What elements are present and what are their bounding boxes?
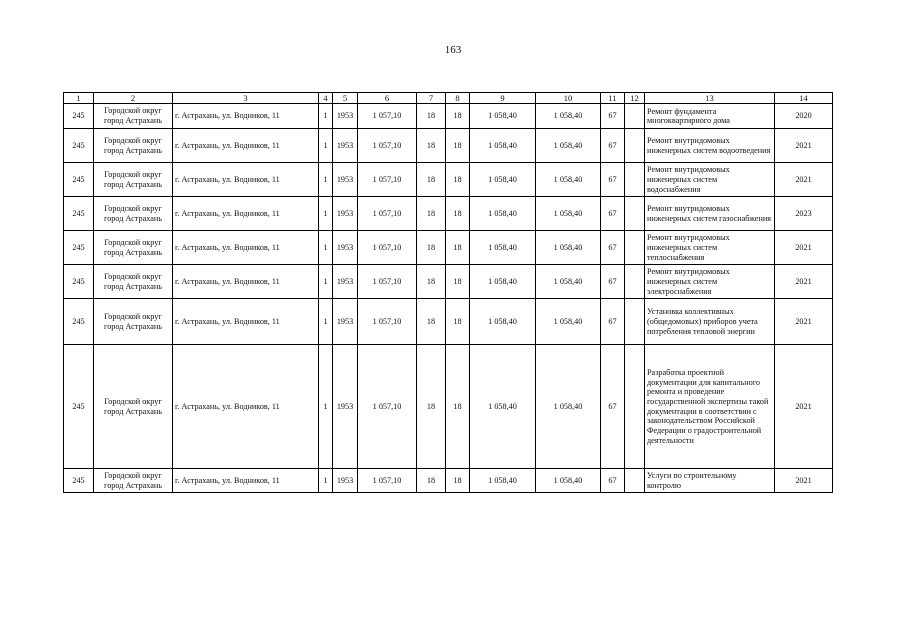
cell-c8: 18	[446, 345, 470, 469]
col-header: 3	[173, 93, 319, 104]
cell-year-built: 1953	[333, 163, 358, 197]
cell-c4: 1	[319, 197, 333, 231]
cell-c7: 18	[417, 345, 446, 469]
registry-table	[63, 92, 833, 493]
cell-c7: 18	[417, 104, 446, 129]
cell-c12	[625, 469, 645, 493]
cell-id: 245	[64, 129, 94, 163]
cell-c6: 1 057,10	[358, 231, 417, 265]
cell-c10: 1 058,40	[536, 299, 601, 345]
cell-c8: 18	[446, 265, 470, 299]
cell-c4: 1	[319, 345, 333, 469]
cell-work: Ремонт внутридомовых инженерных систем электроснабжения	[645, 265, 775, 299]
table-row	[64, 265, 833, 299]
cell-c11: 67	[601, 299, 625, 345]
cell-c6: 1 057,10	[358, 265, 417, 299]
cell-year: 2020	[775, 104, 833, 129]
cell-address: г. Астрахань, ул. Водников, 11	[173, 163, 319, 197]
cell-c4: 1	[319, 231, 333, 265]
cell-year-built: 1953	[333, 104, 358, 129]
cell-c6: 1 057,10	[358, 469, 417, 493]
cell-c6: 1 057,10	[358, 163, 417, 197]
cell-municipality: Городской округ город Астрахань	[94, 163, 173, 197]
cell-c10: 1 058,40	[536, 231, 601, 265]
cell-c12	[625, 299, 645, 345]
cell-id: 245	[64, 265, 94, 299]
cell-c8: 18	[446, 104, 470, 129]
cell-municipality: Городской округ город Астрахань	[94, 265, 173, 299]
cell-c12	[625, 265, 645, 299]
cell-c11: 67	[601, 163, 625, 197]
table-row	[64, 129, 833, 163]
cell-c11: 67	[601, 231, 625, 265]
cell-address: г. Астрахань, ул. Водников, 11	[173, 345, 319, 469]
cell-year: 2021	[775, 299, 833, 345]
cell-year-built: 1953	[333, 265, 358, 299]
cell-c12	[625, 197, 645, 231]
table-row	[64, 345, 833, 469]
cell-c12	[625, 104, 645, 129]
cell-c9: 1 058,40	[470, 231, 536, 265]
header-row	[64, 93, 833, 104]
cell-c6: 1 057,10	[358, 197, 417, 231]
cell-c4: 1	[319, 299, 333, 345]
cell-work: Ремонт внутридомовых инженерных систем водоснабжения	[645, 163, 775, 197]
cell-year: 2021	[775, 163, 833, 197]
table-row	[64, 231, 833, 265]
col-header: 4	[319, 93, 333, 104]
cell-municipality: Городской округ город Астрахань	[94, 197, 173, 231]
cell-year: 2021	[775, 265, 833, 299]
table-row	[64, 163, 833, 197]
cell-c6: 1 057,10	[358, 345, 417, 469]
cell-year: 2021	[775, 469, 833, 493]
cell-c10: 1 058,40	[536, 469, 601, 493]
cell-c10: 1 058,40	[536, 104, 601, 129]
cell-year: 2023	[775, 197, 833, 231]
cell-c9: 1 058,40	[470, 163, 536, 197]
cell-c10: 1 058,40	[536, 197, 601, 231]
cell-year-built: 1953	[333, 197, 358, 231]
cell-c9: 1 058,40	[470, 345, 536, 469]
cell-municipality: Городской округ город Астрахань	[94, 469, 173, 493]
cell-c8: 18	[446, 299, 470, 345]
col-header: 12	[625, 93, 645, 104]
cell-address: г. Астрахань, ул. Водников, 11	[173, 104, 319, 129]
cell-municipality: Городской округ город Астрахань	[94, 299, 173, 345]
col-header: 9	[470, 93, 536, 104]
cell-work: Разработка проектной документации для капитального ремонта и проведение государственной экспертизы такой документации в соответствии с законодательством Российской Федерации о градостроительной деятельности	[645, 345, 775, 469]
cell-year: 2021	[775, 231, 833, 265]
cell-c7: 18	[417, 129, 446, 163]
cell-address: г. Астрахань, ул. Водников, 11	[173, 129, 319, 163]
cell-year: 2021	[775, 345, 833, 469]
cell-c11: 67	[601, 129, 625, 163]
cell-municipality: Городской округ город Астрахань	[94, 104, 173, 129]
col-header: 7	[417, 93, 446, 104]
cell-c8: 18	[446, 163, 470, 197]
table-row	[64, 197, 833, 231]
cell-address: г. Астрахань, ул. Водников, 11	[173, 197, 319, 231]
cell-c11: 67	[601, 104, 625, 129]
cell-work: Ремонт фундамента многоквартирного дома	[645, 104, 775, 129]
cell-id: 245	[64, 197, 94, 231]
cell-c11: 67	[601, 469, 625, 493]
cell-id: 245	[64, 345, 94, 469]
cell-c4: 1	[319, 104, 333, 129]
cell-c4: 1	[319, 469, 333, 493]
cell-c9: 1 058,40	[470, 265, 536, 299]
cell-c12	[625, 163, 645, 197]
col-header: 8	[446, 93, 470, 104]
cell-year: 2021	[775, 129, 833, 163]
cell-work: Ремонт внутридомовых инженерных систем газоснабжения	[645, 197, 775, 231]
cell-c12	[625, 231, 645, 265]
cell-c10: 1 058,40	[536, 163, 601, 197]
table-row	[64, 299, 833, 345]
cell-year-built: 1953	[333, 129, 358, 163]
cell-work: Установка коллективных (общедомовых) приборов учета потребления тепловой энергии	[645, 299, 775, 345]
table-row	[64, 104, 833, 129]
cell-id: 245	[64, 231, 94, 265]
cell-id: 245	[64, 299, 94, 345]
cell-c12	[625, 129, 645, 163]
cell-c7: 18	[417, 299, 446, 345]
cell-c10: 1 058,40	[536, 265, 601, 299]
col-header: 11	[601, 93, 625, 104]
cell-id: 245	[64, 163, 94, 197]
col-header: 14	[775, 93, 833, 104]
cell-c6: 1 057,10	[358, 129, 417, 163]
cell-c11: 67	[601, 265, 625, 299]
cell-address: г. Астрахань, ул. Водников, 11	[173, 265, 319, 299]
cell-c9: 1 058,40	[470, 299, 536, 345]
cell-c7: 18	[417, 231, 446, 265]
cell-address: г. Астрахань, ул. Водников, 11	[173, 299, 319, 345]
cell-work: Ремонт внутридомовых инженерных систем теплоснабжения	[645, 231, 775, 265]
cell-year-built: 1953	[333, 345, 358, 469]
cell-municipality: Городской округ город Астрахань	[94, 345, 173, 469]
cell-year-built: 1953	[333, 299, 358, 345]
cell-c7: 18	[417, 469, 446, 493]
cell-work: Ремонт внутридомовых инженерных систем водоотведения	[645, 129, 775, 163]
cell-c6: 1 057,10	[358, 299, 417, 345]
cell-c9: 1 058,40	[470, 197, 536, 231]
cell-c11: 67	[601, 345, 625, 469]
cell-c8: 18	[446, 197, 470, 231]
col-header: 2	[94, 93, 173, 104]
cell-c10: 1 058,40	[536, 345, 601, 469]
col-header: 10	[536, 93, 601, 104]
cell-c4: 1	[319, 129, 333, 163]
cell-municipality: Городской округ город Астрахань	[94, 129, 173, 163]
cell-c7: 18	[417, 163, 446, 197]
page-number: 163	[444, 44, 462, 56]
cell-work: Услуги по строительному контролю	[645, 469, 775, 493]
cell-c11: 67	[601, 197, 625, 231]
col-header: 5	[333, 93, 358, 104]
cell-year-built: 1953	[333, 231, 358, 265]
cell-c8: 18	[446, 231, 470, 265]
table-row	[64, 469, 833, 493]
cell-id: 245	[64, 469, 94, 493]
cell-c8: 18	[446, 469, 470, 493]
cell-c7: 18	[417, 265, 446, 299]
cell-c4: 1	[319, 265, 333, 299]
cell-year-built: 1953	[333, 469, 358, 493]
cell-c9: 1 058,40	[470, 104, 536, 129]
cell-c6: 1 057,10	[358, 104, 417, 129]
cell-c7: 18	[417, 197, 446, 231]
cell-address: г. Астрахань, ул. Водников, 11	[173, 231, 319, 265]
col-header: 1	[64, 93, 94, 104]
cell-c12	[625, 345, 645, 469]
cell-id: 245	[64, 104, 94, 129]
cell-c9: 1 058,40	[470, 469, 536, 493]
col-header: 6	[358, 93, 417, 104]
cell-municipality: Городской округ город Астрахань	[94, 231, 173, 265]
cell-c9: 1 058,40	[470, 129, 536, 163]
cell-c8: 18	[446, 129, 470, 163]
cell-address: г. Астрахань, ул. Водников, 11	[173, 469, 319, 493]
cell-c10: 1 058,40	[536, 129, 601, 163]
col-header: 13	[645, 93, 775, 104]
cell-c4: 1	[319, 163, 333, 197]
